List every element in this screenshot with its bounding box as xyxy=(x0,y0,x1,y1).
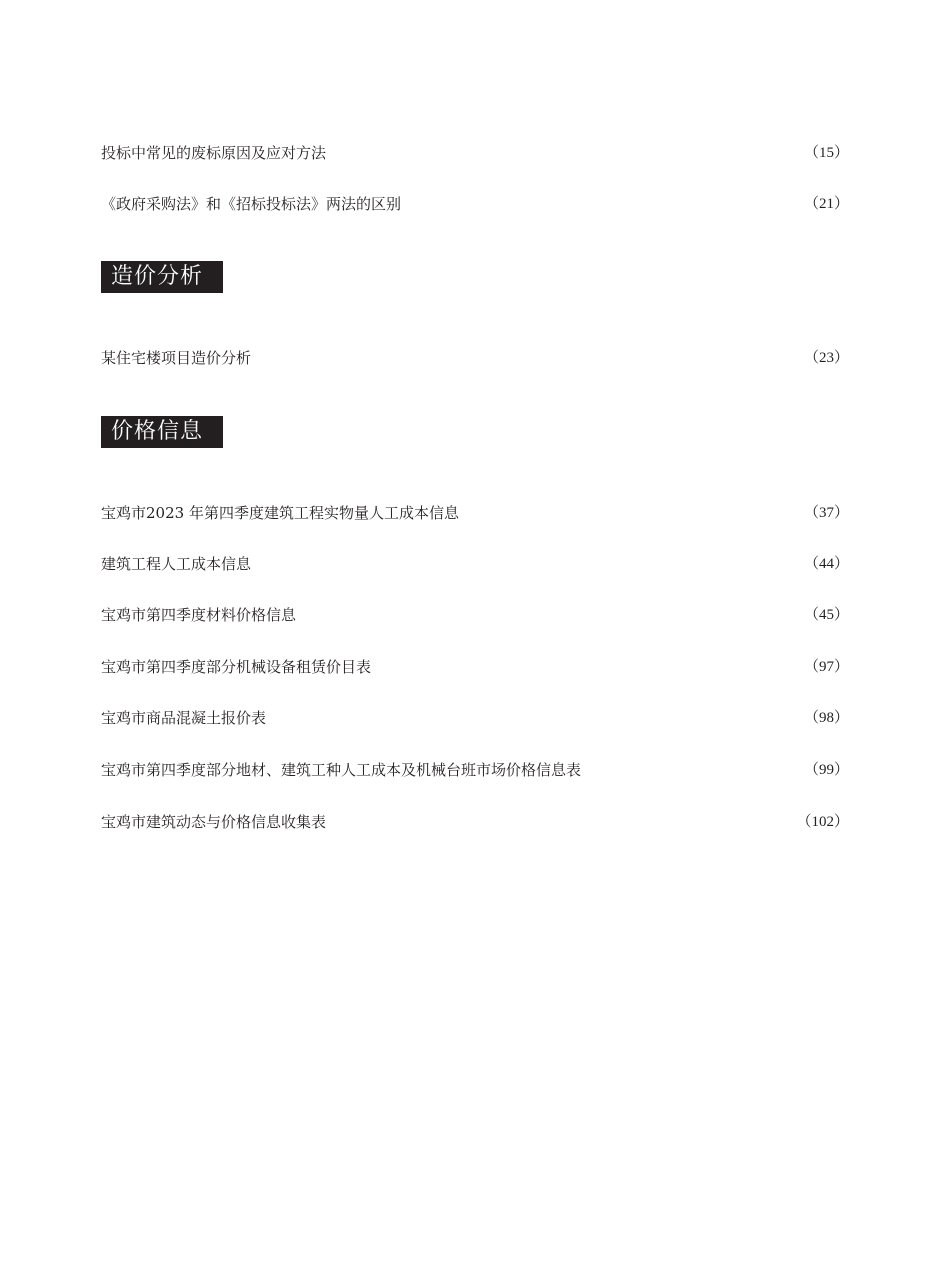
section-heading-cost-analysis: 造价分析 xyxy=(101,261,223,293)
toc-entry[interactable] xyxy=(101,759,849,781)
toc-entry-page: （23） xyxy=(803,350,849,366)
toc-entry[interactable] xyxy=(101,347,849,369)
toc-leader-dots xyxy=(302,604,800,626)
toc-entry-title: 宝鸡市第四季度材料价格信息 xyxy=(101,606,297,624)
toc-entry[interactable] xyxy=(101,656,849,678)
toc-entry-title: 宝鸡市第四季度部分机械设备租赁价目表 xyxy=(101,658,372,676)
toc-entry-page: （21） xyxy=(803,196,849,212)
toc-entry[interactable] xyxy=(101,811,849,833)
toc-entry[interactable] xyxy=(101,707,849,729)
toc-leader-dots xyxy=(257,347,800,369)
toc-leader-dots xyxy=(377,656,800,678)
toc-entry-page: （15） xyxy=(803,145,849,161)
toc-entry-title: 宝鸡市第四季度部分地材、建筑工种人工成本及机械台班市场价格信息表 xyxy=(101,761,582,779)
section-heading-price-info: 价格信息 xyxy=(101,416,223,448)
toc-leader-dots xyxy=(597,759,800,781)
toc-leader-dots xyxy=(342,811,792,833)
toc-entry-page: （99） xyxy=(803,762,849,778)
toc-entry-title: 宝鸡市2023 年第四季度建筑工程实物量人工成本信息 xyxy=(101,504,459,522)
toc-entry-title: 投标中常见的废标原因及应对方法 xyxy=(101,144,327,162)
toc-entry-title: 宝鸡市商品混凝土报价表 xyxy=(101,709,267,727)
toc-entry[interactable] xyxy=(101,193,849,215)
toc-entry-title: 宝鸡市建筑动态与价格信息收集表 xyxy=(101,813,327,831)
toc-leader-dots xyxy=(272,707,800,729)
toc-entry[interactable] xyxy=(101,502,849,524)
toc-leader-dots xyxy=(332,142,800,164)
toc-entry-page: （98） xyxy=(803,710,849,726)
toc-entry-page: （45） xyxy=(803,607,849,623)
toc-entry-title: 《政府采购法》和《招标投标法》两法的区别 xyxy=(101,195,402,213)
toc-leader-dots xyxy=(257,553,800,575)
toc-entry-page: （102） xyxy=(796,814,849,830)
toc-entry-page: （97） xyxy=(803,659,849,675)
toc-entry[interactable] xyxy=(101,142,849,164)
toc-entry-page: （44） xyxy=(803,556,849,572)
toc-leader-dots xyxy=(407,193,800,215)
toc-leader-dots xyxy=(465,502,800,524)
toc-entry-title: 建筑工程人工成本信息 xyxy=(101,555,252,573)
toc-entry[interactable] xyxy=(101,604,849,626)
toc-entry-title: 某住宅楼项目造价分析 xyxy=(101,349,252,367)
toc-entry-page: （37） xyxy=(803,505,849,521)
toc-entry[interactable] xyxy=(101,553,849,575)
